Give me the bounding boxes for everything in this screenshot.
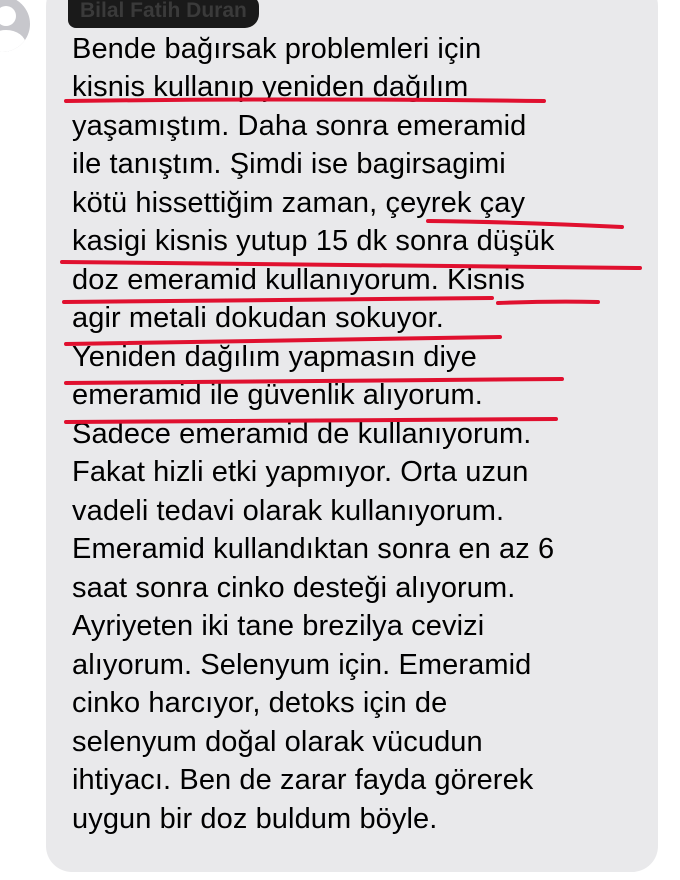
message-line: selenyum doğal olarak vücudun	[72, 726, 483, 758]
message-line: alıyorum. Selenyum için. Emeramid	[72, 649, 532, 681]
message-line: Yeniden dağılım yapmasın diye	[72, 341, 477, 373]
avatar-person-body	[0, 30, 26, 52]
message-line: Sadece emeramid de kullanıyorum.	[72, 418, 532, 450]
avatar-person-icon	[0, 6, 16, 26]
message-line: doz emeramid kullanıyorum. Kisnis	[72, 264, 525, 296]
message-line: Bende bağırsak problemleri için	[72, 33, 482, 65]
message-line: kötü hissettiğim zaman, çeyrek çay	[72, 187, 526, 219]
message-line: Emeramid kullandıktan sonra en az 6	[72, 533, 555, 565]
message-line: Fakat hizli etki yapmıyor. Orta uzun	[72, 456, 529, 488]
message-line: yaşamıştım. Daha sonra emeramid	[72, 110, 527, 142]
message-line: vadeli tedavi olarak kullanıyorum.	[72, 495, 505, 527]
message-line: agir metali dokudan sokuyor.	[72, 302, 444, 334]
message-line: kisnis kullanıp yeniden dağılım	[72, 71, 469, 103]
message-line: uygun bir doz buldum böyle.	[72, 803, 438, 835]
message-line: emeramid ile güvenlik alıyorum.	[72, 379, 483, 411]
sender-name-redacted: Bilal Fatih Duran	[68, 0, 259, 28]
message-line: Ayriyeten iki tane brezilya cevizi	[72, 610, 485, 642]
message-line: kasigi kisnis yutup 15 dk sonra düşük	[72, 225, 555, 257]
message-line: saat sonra cinko desteği alıyorum.	[72, 572, 516, 604]
message-line: cinko harcıyor, detoks için de	[72, 687, 448, 719]
avatar[interactable]	[0, 0, 30, 52]
message-line: ile tanıştım. Şimdi ise bagirsagimi	[72, 148, 506, 180]
message-line: ihtiyacı. Ben de zarar fayda görerek	[72, 764, 534, 796]
